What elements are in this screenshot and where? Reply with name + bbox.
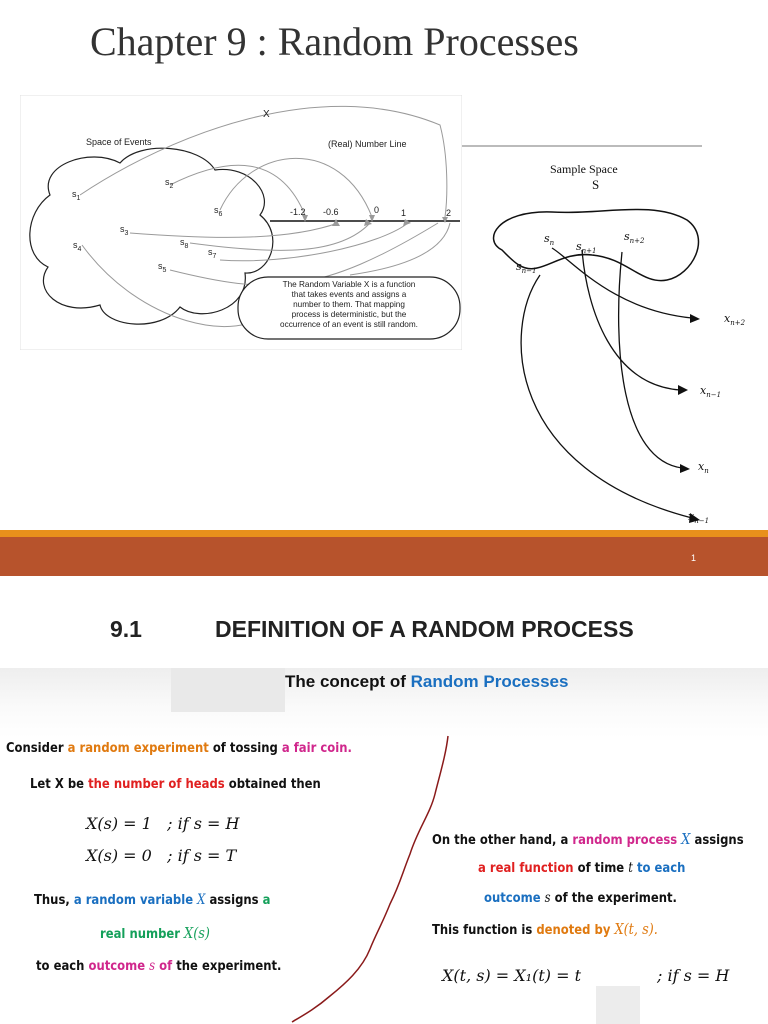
left-line-4: real number X(s) <box>100 924 210 942</box>
footer-bar <box>0 537 768 576</box>
svg-text:number to them. That mapping: number to them. That mapping <box>293 300 405 309</box>
random-variable-diagram <box>20 95 462 350</box>
slide-2 <box>0 596 768 1024</box>
event-s4: $s_4$ <box>73 240 82 253</box>
number-line-label: (Real) Number Line <box>328 139 407 149</box>
right-line-4: This function is denoted by X(t, s). <box>432 920 658 938</box>
random-process-diagram <box>462 140 768 530</box>
left-equation-2: X(s) = 0 ; if s = T <box>86 846 237 865</box>
event-s8: $s_8$ <box>180 237 189 250</box>
sample-space-title: Sample Space <box>550 162 618 176</box>
tick-neg-0-6: -0.6 <box>323 207 339 217</box>
function-x-n-minus-1-b: $x_{n-1}$ <box>688 510 710 525</box>
outcome-s-n: $s_n$ <box>544 232 555 247</box>
sample-space-symbol: S <box>592 177 600 192</box>
event-s6: $s_6$ <box>214 205 223 218</box>
tick-1: 1 <box>401 208 407 218</box>
redaction-box <box>596 986 640 1024</box>
event-space-cloud <box>30 148 273 324</box>
page-number: 1 <box>690 553 696 563</box>
svg-text:process is deterministic, but: process is deterministic, but the <box>291 310 407 319</box>
left-line-3: Thus, a random variable X assigns a <box>34 892 271 908</box>
space-of-events-label: Space of Events <box>86 137 152 147</box>
svg-text:that takes events and assigns: that takes events and assigns a <box>291 290 407 299</box>
hand-drawn-divider <box>290 734 460 1024</box>
function-x-n-minus-1-a: $x_{n-1}$ <box>700 384 722 399</box>
concept-title: The concept of Random Processes <box>285 672 569 691</box>
right-line-3: outcome s of the experiment. <box>484 890 677 906</box>
event-s7: $s_7$ <box>208 247 217 260</box>
slide-title: Chapter 9 : Random Processes <box>90 19 579 64</box>
section-title: DEFINITION OF A RANDOM PROCESS <box>215 616 634 642</box>
section-heading <box>110 616 634 643</box>
right-equation-1: X(t, s) = X₁(t) = t ; if s = H <box>442 966 730 985</box>
left-equation-1: X(s) = 1 ; if s = H <box>86 814 240 833</box>
event-s2: $s_2$ <box>165 177 174 190</box>
slide-gap <box>0 576 768 596</box>
svg-text:occurrence of an event is stil: occurrence of an event is still random. <box>280 320 418 329</box>
footer-accent-bar <box>0 530 768 537</box>
outcome-s-n-plus-1: $s_{n+1}$ <box>576 240 597 255</box>
left-line-1: Consider a random experiment of tossing a fair coin. <box>6 740 352 756</box>
outcome-s-n-plus-2: $s_{n+2}$ <box>624 230 645 245</box>
event-s3: $s_3$ <box>120 224 129 237</box>
left-line-5: to each outcome s of the experiment. <box>36 958 282 974</box>
function-x-n-plus-2: $x_{n+2}$ <box>724 312 746 327</box>
note-text <box>280 280 418 329</box>
event-s5: $s_5$ <box>158 261 167 274</box>
function-x-n: $x_n$ <box>698 460 709 475</box>
svg-text:The Random Variable X is a fun: The Random Variable X is a function <box>282 280 416 289</box>
left-line-2: Let X be the number of heads obtained then <box>30 776 321 792</box>
tick-2: 2 <box>446 208 452 218</box>
redaction-box <box>171 668 285 712</box>
tick-0: 0 <box>374 205 380 215</box>
embedded-lecture-frame <box>0 668 768 1024</box>
right-line-1: On the other hand, a random process X assigns <box>432 830 744 848</box>
section-number: 9.1 <box>110 616 142 642</box>
event-s1: $s_1$ <box>72 189 81 202</box>
tick-neg-1-2: -1.2 <box>290 207 306 217</box>
outcome-s-n-minus-1: $s_{n-1}$ <box>516 260 537 275</box>
right-line-2: a real function of time t to each <box>478 860 686 876</box>
mapping-label: X <box>263 109 270 120</box>
